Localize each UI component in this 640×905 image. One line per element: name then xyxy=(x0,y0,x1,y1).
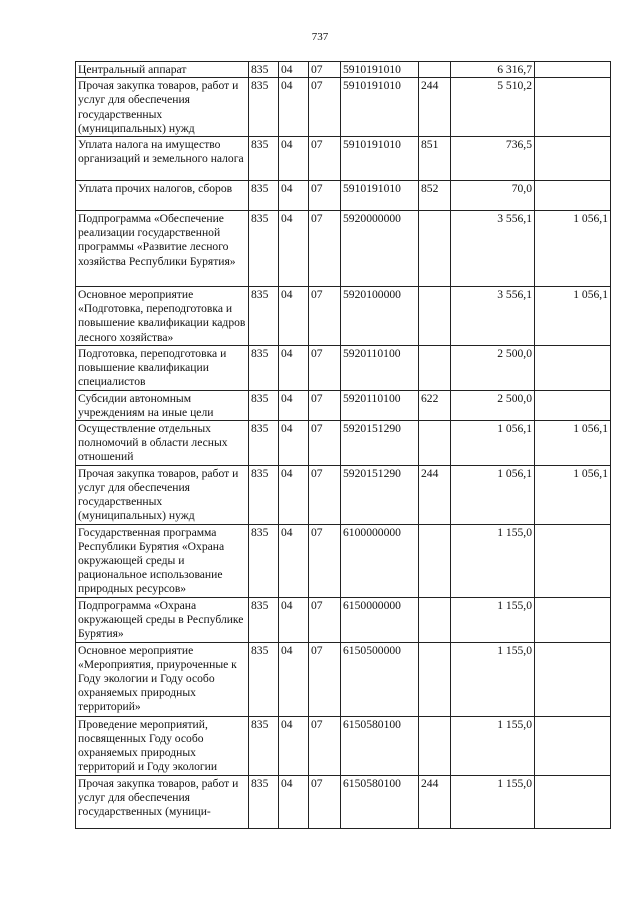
amount-cell: 2 500,0 xyxy=(451,346,535,391)
amount-subvention-cell: 1 056,1 xyxy=(535,287,611,346)
section-code-cell: 04 xyxy=(279,597,309,642)
expense-type-cell xyxy=(419,62,451,78)
ministry-code-cell: 835 xyxy=(249,716,279,775)
subsection-code-cell: 07 xyxy=(309,211,341,287)
expense-type-cell xyxy=(419,421,451,466)
table-row xyxy=(76,421,611,466)
subsection-code-cell: 07 xyxy=(309,137,341,181)
subsection-code-cell: 07 xyxy=(309,390,341,420)
target-article-cell: 5910191010 xyxy=(341,62,419,78)
expense-name-cell: Основное мероприятие «Мероприятия, приуроченные к Году экологии и Году особо охраняемых природных территорий» xyxy=(76,642,249,716)
target-article-cell: 5920151290 xyxy=(341,465,419,524)
subsection-code-cell: 07 xyxy=(309,716,341,775)
subsection-code-cell: 07 xyxy=(309,346,341,391)
amount-cell: 3 556,1 xyxy=(451,287,535,346)
table-row xyxy=(76,716,611,775)
section-code-cell: 04 xyxy=(279,421,309,466)
subsection-code-cell: 07 xyxy=(309,287,341,346)
budget-table xyxy=(75,61,611,829)
amount-cell: 1 155,0 xyxy=(451,642,535,716)
table-row xyxy=(76,465,611,524)
table-row xyxy=(76,78,611,137)
table-row xyxy=(76,390,611,420)
expense-name-cell: Осуществление отдельных полномочий в области лесных отношений xyxy=(76,421,249,466)
amount-cell: 1 155,0 xyxy=(451,775,535,828)
ministry-code-cell: 835 xyxy=(249,287,279,346)
ministry-code-cell: 835 xyxy=(249,421,279,466)
amount-subvention-cell: 1 056,1 xyxy=(535,465,611,524)
target-article-cell: 6100000000 xyxy=(341,524,419,597)
section-code-cell: 04 xyxy=(279,62,309,78)
subsection-code-cell: 07 xyxy=(309,465,341,524)
expense-type-cell: 852 xyxy=(419,181,451,211)
expense-type-cell xyxy=(419,716,451,775)
subsection-code-cell: 07 xyxy=(309,524,341,597)
ministry-code-cell: 835 xyxy=(249,390,279,420)
subsection-code-cell: 07 xyxy=(309,775,341,828)
amount-subvention-cell xyxy=(535,597,611,642)
section-code-cell: 04 xyxy=(279,775,309,828)
table-row xyxy=(76,642,611,716)
section-code-cell: 04 xyxy=(279,346,309,391)
amount-cell: 1 056,1 xyxy=(451,421,535,466)
target-article-cell: 6150000000 xyxy=(341,597,419,642)
target-article-cell: 5920110100 xyxy=(341,390,419,420)
table-row xyxy=(76,137,611,181)
amount-subvention-cell xyxy=(535,775,611,828)
expense-name-cell: Уплата налога на имущество организаций и земельного налога xyxy=(76,137,249,181)
expense-name-cell: Центральный аппарат xyxy=(76,62,249,78)
expense-name-cell: Подпрограмма «Охрана окружающей среды в Республике Бурятия» xyxy=(76,597,249,642)
amount-cell: 6 316,7 xyxy=(451,62,535,78)
expense-type-cell xyxy=(419,211,451,287)
amount-subvention-cell: 1 056,1 xyxy=(535,211,611,287)
amount-subvention-cell xyxy=(535,137,611,181)
table-row xyxy=(76,62,611,78)
target-article-cell: 5920110100 xyxy=(341,346,419,391)
target-article-cell: 5910191010 xyxy=(341,181,419,211)
table-row xyxy=(76,346,611,391)
subsection-code-cell: 07 xyxy=(309,78,341,137)
expense-type-cell: 622 xyxy=(419,390,451,420)
amount-cell: 2 500,0 xyxy=(451,390,535,420)
table-row xyxy=(76,181,611,211)
expense-type-cell xyxy=(419,346,451,391)
ministry-code-cell: 835 xyxy=(249,211,279,287)
target-article-cell: 5920100000 xyxy=(341,287,419,346)
ministry-code-cell: 835 xyxy=(249,78,279,137)
subsection-code-cell: 07 xyxy=(309,181,341,211)
amount-subvention-cell xyxy=(535,346,611,391)
expense-name-cell: Уплата прочих налогов, сборов xyxy=(76,181,249,211)
expense-type-cell: 244 xyxy=(419,78,451,137)
section-code-cell: 04 xyxy=(279,211,309,287)
expense-name-cell: Прочая закупка товаров, работ и услуг для обеспечения государственных (муниципальных) нужд xyxy=(76,78,249,137)
target-article-cell: 6150500000 xyxy=(341,642,419,716)
section-code-cell: 04 xyxy=(279,465,309,524)
section-code-cell: 04 xyxy=(279,287,309,346)
table-row xyxy=(76,211,611,287)
expense-type-cell xyxy=(419,287,451,346)
subsection-code-cell: 07 xyxy=(309,421,341,466)
amount-subvention-cell xyxy=(535,62,611,78)
subsection-code-cell: 07 xyxy=(309,642,341,716)
amount-subvention-cell xyxy=(535,78,611,137)
target-article-cell: 5910191010 xyxy=(341,137,419,181)
ministry-code-cell: 835 xyxy=(249,597,279,642)
expense-type-cell xyxy=(419,524,451,597)
table-row xyxy=(76,775,611,828)
expense-name-cell: Прочая закупка товаров, работ и услуг для обеспечения государственных (муниципальных) нужд xyxy=(76,465,249,524)
target-article-cell: 5910191010 xyxy=(341,78,419,137)
amount-subvention-cell xyxy=(535,524,611,597)
section-code-cell: 04 xyxy=(279,137,309,181)
amount-cell: 1 155,0 xyxy=(451,597,535,642)
target-article-cell: 5920000000 xyxy=(341,211,419,287)
expense-type-cell xyxy=(419,642,451,716)
target-article-cell: 5920151290 xyxy=(341,421,419,466)
ministry-code-cell: 835 xyxy=(249,642,279,716)
amount-cell: 70,0 xyxy=(451,181,535,211)
expense-name-cell: Прочая закупка товаров, работ и услуг для обеспечения государственных (муници- xyxy=(76,775,249,828)
section-code-cell: 04 xyxy=(279,716,309,775)
expense-name-cell: Подпрограмма «Обеспечение реализации государственной программы «Развитие лесного хозяйства Республики Бурятия» xyxy=(76,211,249,287)
expense-name-cell: Подготовка, переподготовка и повышение квалификации специалистов xyxy=(76,346,249,391)
target-article-cell: 6150580100 xyxy=(341,775,419,828)
amount-subvention-cell xyxy=(535,181,611,211)
expense-name-cell: Государственная программа Республики Бурятия «Охрана окружающей среды и рациональное использование природных ресурсов» xyxy=(76,524,249,597)
section-code-cell: 04 xyxy=(279,524,309,597)
subsection-code-cell: 07 xyxy=(309,597,341,642)
ministry-code-cell: 835 xyxy=(249,137,279,181)
subsection-code-cell: 07 xyxy=(309,62,341,78)
amount-cell: 5 510,2 xyxy=(451,78,535,137)
section-code-cell: 04 xyxy=(279,390,309,420)
table-row xyxy=(76,524,611,597)
expense-type-cell: 244 xyxy=(419,775,451,828)
page-number: 737 xyxy=(311,31,329,43)
expense-type-cell: 851 xyxy=(419,137,451,181)
ministry-code-cell: 835 xyxy=(249,181,279,211)
amount-subvention-cell xyxy=(535,716,611,775)
expense-name-cell: Основное мероприятие «Подготовка, переподготовка и повышение квалификации кадров лесного хозяйства» xyxy=(76,287,249,346)
ministry-code-cell: 835 xyxy=(249,62,279,78)
amount-subvention-cell: 1 056,1 xyxy=(535,421,611,466)
table-row xyxy=(76,597,611,642)
amount-subvention-cell xyxy=(535,390,611,420)
ministry-code-cell: 835 xyxy=(249,524,279,597)
expense-type-cell: 244 xyxy=(419,465,451,524)
target-article-cell: 6150580100 xyxy=(341,716,419,775)
ministry-code-cell: 835 xyxy=(249,346,279,391)
section-code-cell: 04 xyxy=(279,78,309,137)
section-code-cell: 04 xyxy=(279,181,309,211)
ministry-code-cell: 835 xyxy=(249,775,279,828)
expense-type-cell xyxy=(419,597,451,642)
ministry-code-cell: 835 xyxy=(249,465,279,524)
amount-subvention-cell xyxy=(535,642,611,716)
amount-cell: 1 155,0 xyxy=(451,716,535,775)
amount-cell: 3 556,1 xyxy=(451,211,535,287)
expense-name-cell: Проведение мероприятий, посвященных Году особо охраняемых природных территорий и Году экологии xyxy=(76,716,249,775)
table-row xyxy=(76,287,611,346)
amount-cell: 736,5 xyxy=(451,137,535,181)
amount-cell: 1 155,0 xyxy=(451,524,535,597)
expense-name-cell: Субсидии автономным учреждениям на иные цели xyxy=(76,390,249,420)
section-code-cell: 04 xyxy=(279,642,309,716)
amount-cell: 1 056,1 xyxy=(451,465,535,524)
